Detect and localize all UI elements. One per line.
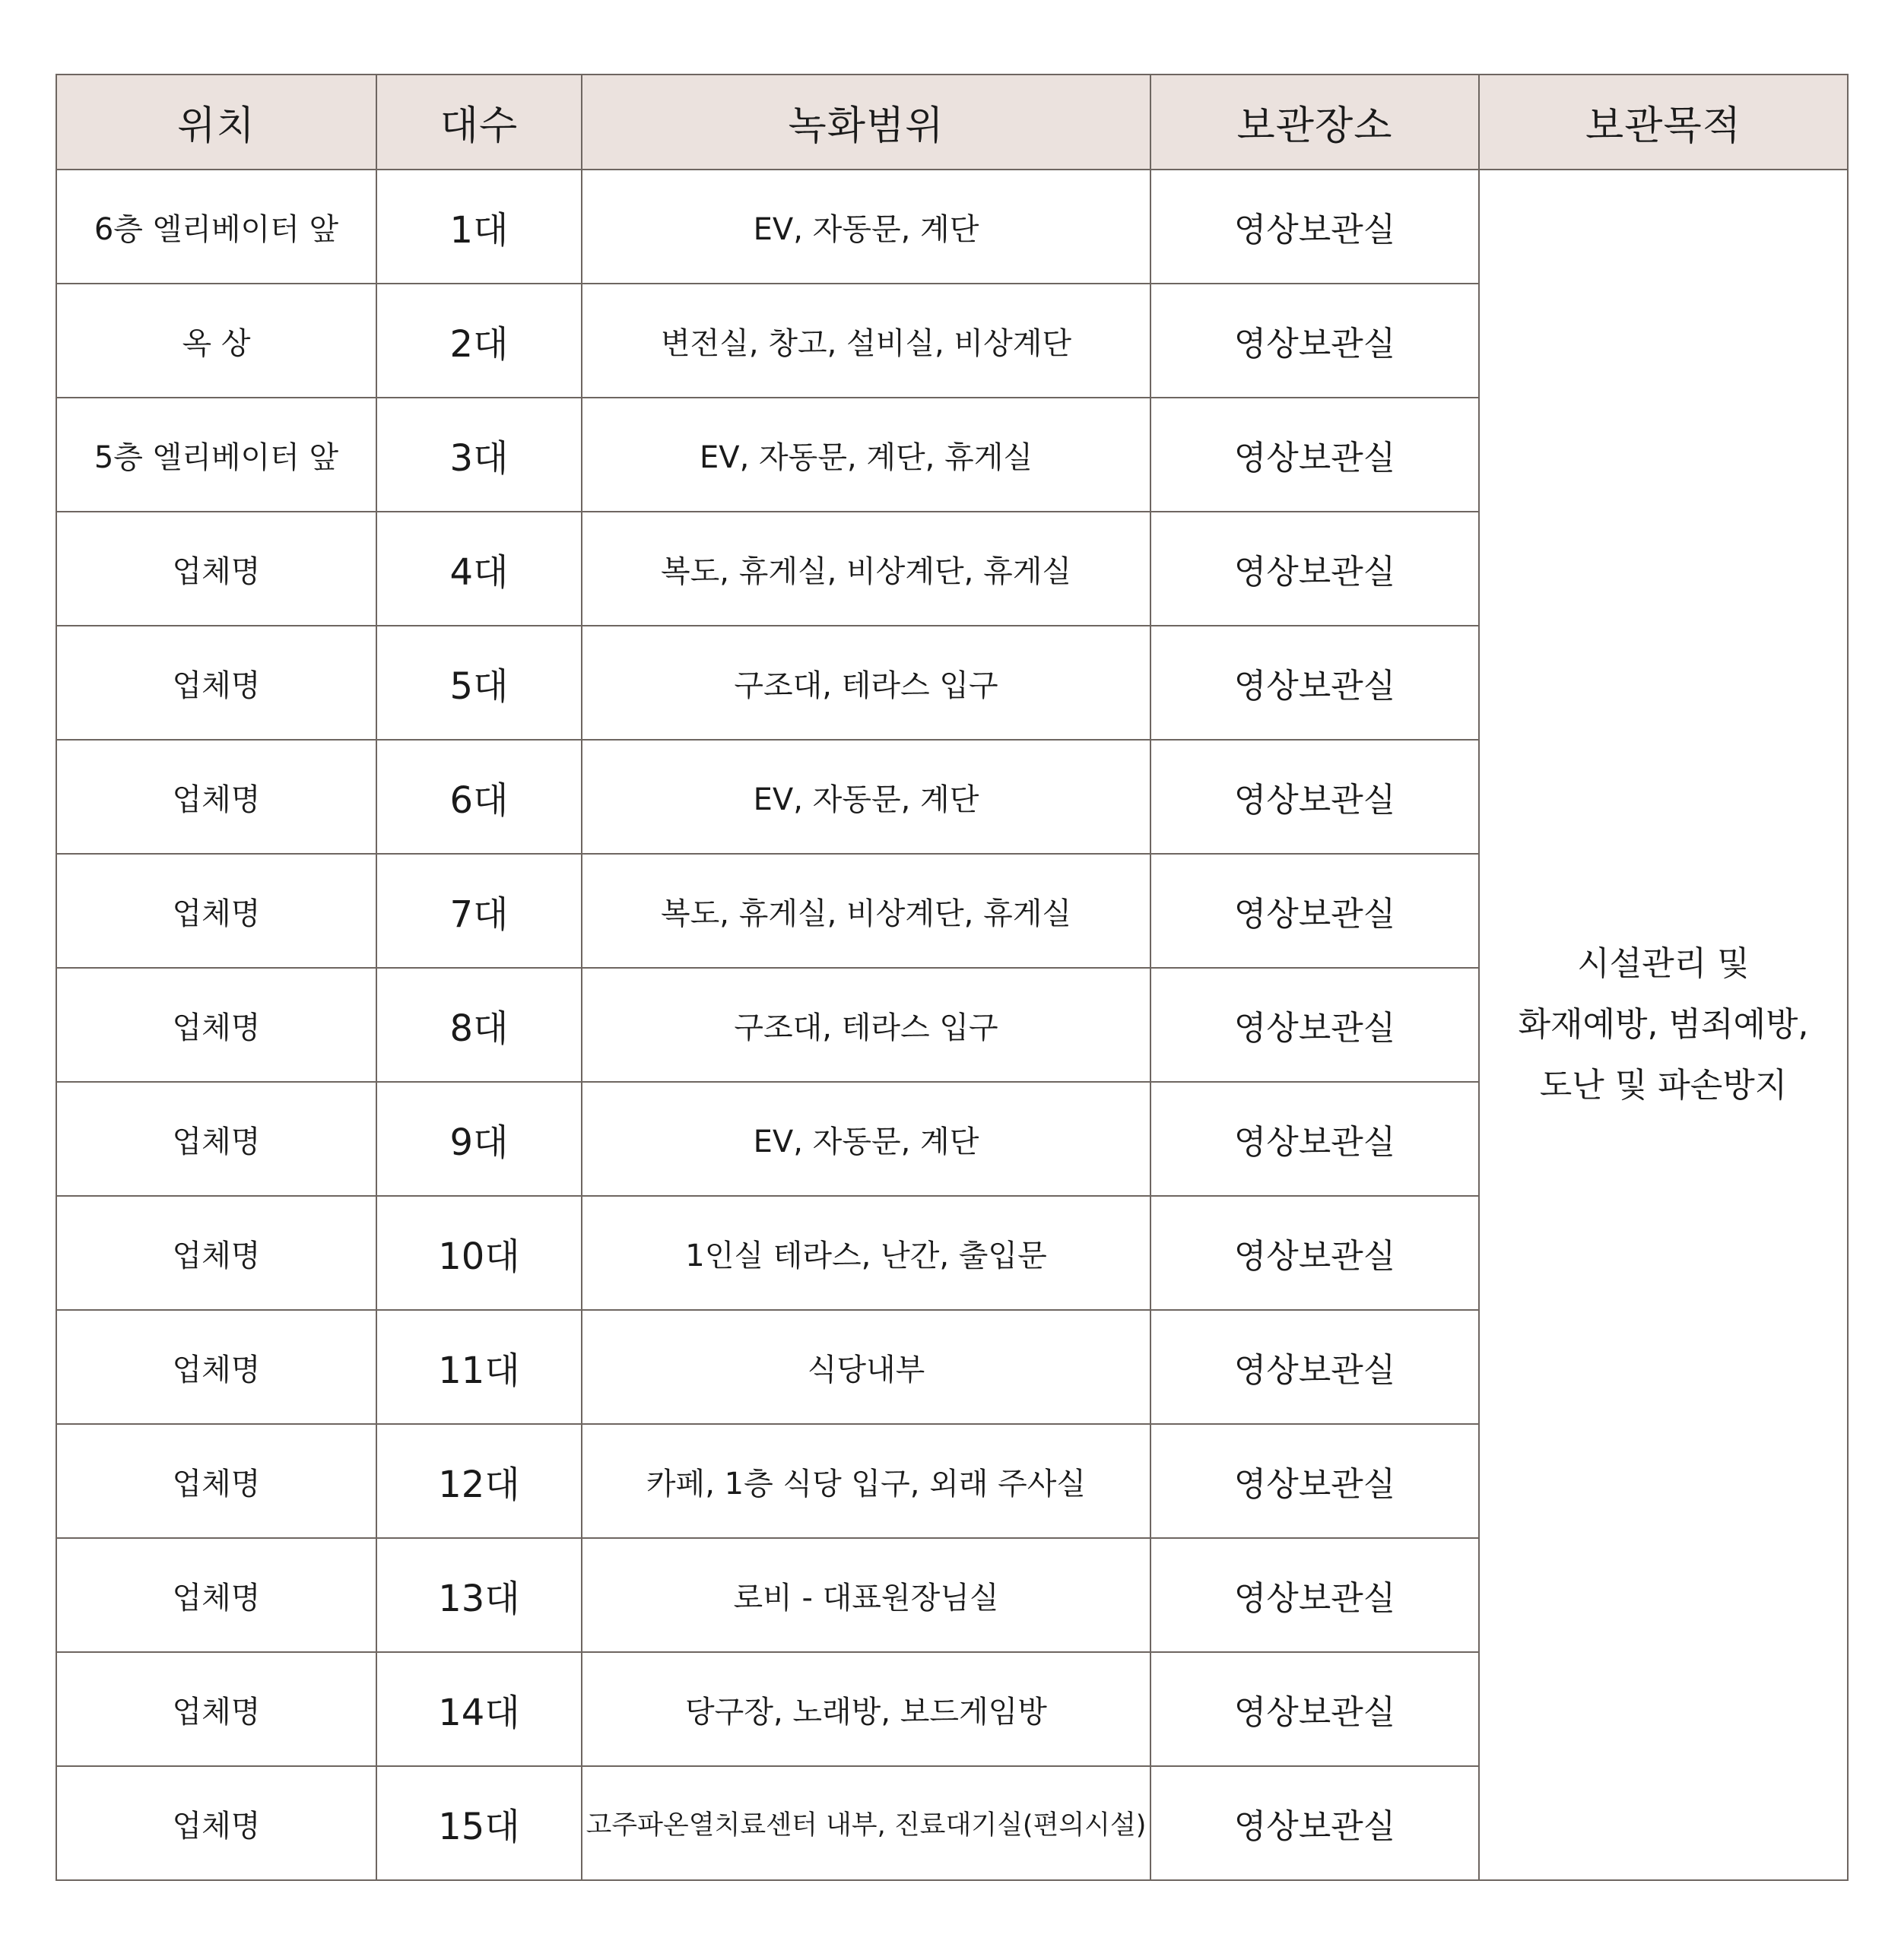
storage-cell: 영상보관실 xyxy=(1150,854,1479,968)
cctv-table xyxy=(56,74,1849,1881)
purpose-line-3: 도난 및 파손방지 xyxy=(1539,1066,1788,1105)
location-cell: 업체명 xyxy=(56,1196,376,1310)
header-count: 대수 xyxy=(376,75,582,170)
count-cell: 8대 xyxy=(376,968,582,1082)
range-cell: EV, 자동문, 계단 xyxy=(582,740,1150,854)
storage-cell: 영상보관실 xyxy=(1150,398,1479,512)
count-cell: 10대 xyxy=(376,1196,582,1310)
range-cell: 식당내부 xyxy=(582,1310,1150,1424)
storage-cell: 영상보관실 xyxy=(1150,626,1479,740)
count-cell: 2대 xyxy=(376,284,582,398)
header-purpose: 보관목적 xyxy=(1479,75,1848,170)
count-cell: 5대 xyxy=(376,626,582,740)
count-cell: 6대 xyxy=(376,740,582,854)
location-cell: 업체명 xyxy=(56,854,376,968)
storage-cell: 영상보관실 xyxy=(1150,1538,1479,1652)
storage-cell: 영상보관실 xyxy=(1150,1310,1479,1424)
range-cell: EV, 자동문, 계단, 휴게실 xyxy=(582,398,1150,512)
range-cell: 고주파온열치료센터 내부, 진료대기실(편의시설) xyxy=(582,1766,1150,1880)
storage-cell: 영상보관실 xyxy=(1150,1082,1479,1196)
range-cell: 변전실, 창고, 설비실, 비상계단 xyxy=(582,284,1150,398)
count-cell: 13대 xyxy=(376,1538,582,1652)
purpose-line-1: 시설관리 및 xyxy=(1577,944,1750,983)
count-cell: 3대 xyxy=(376,398,582,512)
range-cell: 카페, 1층 식당 입구, 외래 주사실 xyxy=(582,1424,1150,1538)
range-cell: 구조대, 테라스 입구 xyxy=(582,626,1150,740)
range-cell: EV, 자동문, 계단 xyxy=(582,170,1150,284)
storage-cell: 영상보관실 xyxy=(1150,284,1479,398)
storage-cell: 영상보관실 xyxy=(1150,1196,1479,1310)
count-cell: 12대 xyxy=(376,1424,582,1538)
location-cell: 업체명 xyxy=(56,1082,376,1196)
range-cell: 복도, 휴게실, 비상계단, 휴게실 xyxy=(582,854,1150,968)
count-cell: 1대 xyxy=(376,170,582,284)
range-cell: 복도, 휴게실, 비상계단, 휴게실 xyxy=(582,512,1150,626)
location-cell: 6층 엘리베이터 앞 xyxy=(56,170,376,284)
count-cell: 11대 xyxy=(376,1310,582,1424)
range-cell: 구조대, 테라스 입구 xyxy=(582,968,1150,1082)
range-cell: 로비 - 대표원장님실 xyxy=(582,1538,1150,1652)
range-cell: EV, 자동문, 계단 xyxy=(582,1082,1150,1196)
table-row xyxy=(56,170,1848,284)
range-cell: 1인실 테라스, 난간, 출입문 xyxy=(582,1196,1150,1310)
storage-cell: 영상보관실 xyxy=(1150,512,1479,626)
location-cell: 업체명 xyxy=(56,968,376,1082)
storage-cell: 영상보관실 xyxy=(1150,170,1479,284)
location-cell: 5층 엘리베이터 앞 xyxy=(56,398,376,512)
header-row xyxy=(56,75,1848,170)
location-cell: 업체명 xyxy=(56,1766,376,1880)
header-location: 위치 xyxy=(56,75,376,170)
storage-cell: 영상보관실 xyxy=(1150,968,1479,1082)
count-cell: 15대 xyxy=(376,1766,582,1880)
storage-cell: 영상보관실 xyxy=(1150,1766,1479,1880)
storage-cell: 영상보관실 xyxy=(1150,1424,1479,1538)
purpose-cell xyxy=(1479,170,1848,1880)
location-cell: 옥 상 xyxy=(56,284,376,398)
header-range: 녹화범위 xyxy=(582,75,1150,170)
location-cell: 업체명 xyxy=(56,1538,376,1652)
location-cell: 업체명 xyxy=(56,740,376,854)
storage-cell: 영상보관실 xyxy=(1150,1652,1479,1766)
range-cell: 당구장, 노래방, 보드게임방 xyxy=(582,1652,1150,1766)
count-cell: 9대 xyxy=(376,1082,582,1196)
location-cell: 업체명 xyxy=(56,512,376,626)
header-storage: 보관장소 xyxy=(1150,75,1479,170)
storage-cell: 영상보관실 xyxy=(1150,740,1479,854)
location-cell: 업체명 xyxy=(56,1424,376,1538)
count-cell: 14대 xyxy=(376,1652,582,1766)
location-cell: 업체명 xyxy=(56,626,376,740)
location-cell: 업체명 xyxy=(56,1652,376,1766)
count-cell: 7대 xyxy=(376,854,582,968)
count-cell: 4대 xyxy=(376,512,582,626)
purpose-line-2: 화재예방, 범죄예방, xyxy=(1518,1005,1809,1044)
location-cell: 업체명 xyxy=(56,1310,376,1424)
